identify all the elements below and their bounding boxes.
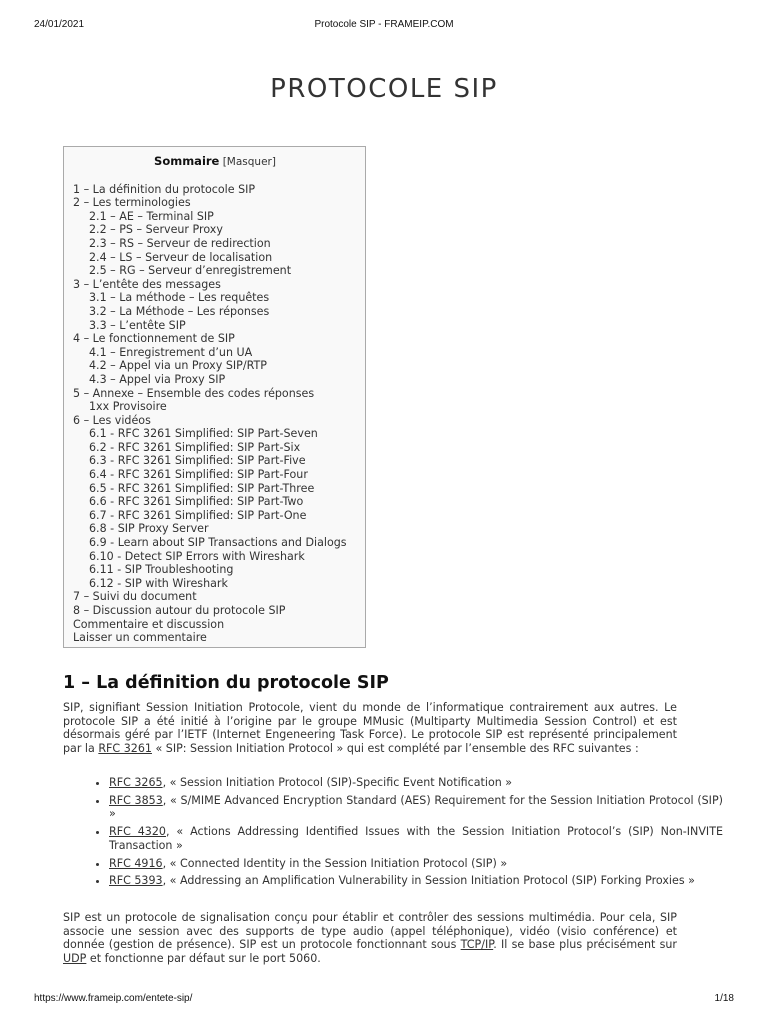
toc-link[interactable]: 3.2 – La Méthode – Les réponses: [89, 304, 270, 318]
toc-item: [73, 482, 357, 496]
toc-item: [73, 387, 357, 401]
print-url: https://www.frameip.com/entete-sip/: [34, 993, 193, 1004]
rfc-link[interactable]: RFC 4916: [109, 856, 163, 870]
toc-item: [73, 441, 357, 455]
page-title: PROTOCOLE SIP: [270, 74, 498, 104]
toc-link[interactable]: 2.3 – RS – Serveur de redirection: [89, 236, 271, 250]
toc-link[interactable]: 7 – Suivi du document: [73, 590, 197, 604]
toc-link[interactable]: 2.1 – AE – Terminal SIP: [89, 209, 214, 223]
print-page-number: 1/18: [714, 993, 734, 1004]
toc-item: [73, 223, 357, 237]
toc-list: [73, 183, 357, 645]
print-footer: [34, 993, 734, 1007]
toc-header: [73, 155, 357, 170]
toc-link[interactable]: 4.2 – Appel via un Proxy SIP/RTP: [89, 359, 267, 373]
toc-item: [73, 210, 357, 224]
toc-link[interactable]: 2.4 – LS – Serveur de localisation: [89, 250, 273, 264]
rfc-list-item: [109, 825, 723, 852]
toc-link[interactable]: 6.1 - RFC 3261 Simplified: SIP Part-Seven: [89, 427, 318, 441]
print-header: [34, 19, 734, 33]
toc-item: [73, 522, 357, 536]
toc-link[interactable]: 1 – La définition du protocole SIP: [73, 182, 256, 196]
signaling-text-c: et fonctionne par défaut sur le port 5060.: [86, 952, 321, 966]
rfc-description: , « Addressing an Amplification Vulnerability in Session Initiation Protocol (SIP) Forking Proxies »: [162, 874, 695, 888]
rfc-list-item: [109, 874, 723, 888]
toc-link[interactable]: 6.7 - RFC 3261 Simplified: SIP Part-One: [89, 508, 307, 522]
toc-link[interactable]: 5 – Annexe – Ensemble des codes réponses: [73, 386, 315, 400]
toc-bracket-open: [: [219, 156, 227, 168]
rfc-link[interactable]: RFC 3265: [109, 776, 163, 789]
toc-link[interactable]: 2.5 – RG – Serveur d’enregistrement: [89, 264, 292, 278]
toc-link[interactable]: 4 – Le fonctionnement de SIP: [73, 332, 235, 346]
rfc-description: , « Connected Identity in the Session Initiation Protocol (SIP) »: [162, 856, 508, 870]
toc-item: [73, 196, 357, 210]
rfc-list-item: [109, 776, 723, 790]
signaling-paragraph: [63, 911, 677, 966]
toc-item: [73, 468, 357, 482]
toc-item: [73, 618, 357, 632]
toc-item: [73, 400, 357, 414]
toc-item: [73, 550, 357, 564]
section-heading: 1 – La définition du protocole SIP: [63, 673, 389, 693]
toc-link[interactable]: 6.5 - RFC 3261 Simplified: SIP Part-Three: [89, 481, 315, 495]
rfc-description: , « Actions Addressing Identified Issues with the Session Initiation Protocol’s (SIP) Non-INVITE Transaction »: [109, 825, 723, 852]
toc-item: [73, 454, 357, 468]
print-doc-title: Protocole SIP - FRAMEIP.COM: [314, 19, 454, 30]
signaling-text-a: SIP est un protocole de signalisation conçu pour établir et contrôler des sessions multimédia. Pour cela, SIP associe une session avec des supports de type audio (appel téléphonique), vidéo (visio conférence) et donnée (gestion de présence). SIP est un protocole fonctionnant sous: [63, 911, 677, 952]
rfc-3261-link[interactable]: RFC 3261: [98, 742, 152, 756]
toc-link[interactable]: 3.1 – La méthode – Les requêtes: [89, 291, 270, 305]
rfc-description: , « S/MIME Advanced Encryption Standard (AES) Requirement for the Session Initiation Protocol (SIP) »: [109, 793, 723, 821]
toc-link[interactable]: 1xx Provisoire: [89, 400, 167, 414]
toc-item: [73, 604, 357, 618]
toc-item: [73, 563, 357, 577]
intro-text-start: SIP, signifiant Session Initiation Protocole, vient du monde de l’informatique contrairement aux autres. Le protocole SIP a été initié à l’origine par le groupe MMusic (Multiparty Multimedia Session Control) et est désormais géré par l’IETF (Internet Engeneering Task Force). Le protocole SIP est représenté principalement par la: [63, 701, 677, 756]
toc-link[interactable]: 3 – L’entête des messages: [73, 277, 221, 291]
toc-item: [73, 264, 357, 278]
toc-title: Sommaire: [154, 154, 220, 168]
toc-item: [73, 237, 357, 251]
toc-item: [73, 631, 357, 645]
toc-link[interactable]: 6.10 - Detect SIP Errors with Wireshark: [89, 549, 305, 563]
toc-link[interactable]: 6.4 - RFC 3261 Simplified: SIP Part-Four: [89, 468, 308, 482]
rfc-list-item: [109, 857, 723, 871]
toc-item: [73, 495, 357, 509]
toc-item: [73, 319, 357, 333]
toc-link[interactable]: 6.12 - SIP with Wireshark: [89, 576, 228, 590]
toc-toggle-wrap: [219, 156, 276, 168]
toc-link[interactable]: 4.1 – Enregistrement d’un UA: [89, 345, 253, 359]
toc-item: [73, 577, 357, 591]
toc-item: [73, 251, 357, 265]
toc-item: [73, 183, 357, 197]
rfc-description: , « Session Initiation Protocol (SIP)-Specific Event Notification »: [162, 776, 513, 789]
toc-bracket-close: ]: [271, 156, 276, 168]
toc-item: [73, 291, 357, 305]
toc-item: [73, 346, 357, 360]
toc-item: [73, 305, 357, 319]
toc-item: [73, 278, 357, 292]
print-date: 24/01/2021: [34, 19, 85, 30]
signaling-text-b: . Il se base plus précisément sur: [493, 938, 677, 952]
toc-item: [73, 332, 357, 346]
toc-link[interactable]: 3.3 – L’entête SIP: [89, 318, 186, 332]
rfc-link[interactable]: RFC 3853: [109, 793, 163, 807]
toc-link[interactable]: Laisser un commentaire: [73, 631, 207, 645]
tcp-ip-link[interactable]: TCP/IP: [460, 938, 494, 952]
toc-hide-toggle[interactable]: Masquer: [226, 156, 272, 168]
rfc-link[interactable]: RFC 5393: [109, 874, 163, 888]
toc-link[interactable]: 6.3 - RFC 3261 Simplified: SIP Part-Five: [89, 454, 306, 468]
rfc-list: [63, 776, 723, 892]
table-of-contents: [63, 146, 366, 648]
toc-link[interactable]: 4.3 – Appel via Proxy SIP: [89, 372, 226, 386]
toc-item: [73, 590, 357, 604]
toc-link[interactable]: Commentaire et discussion: [73, 617, 225, 631]
toc-link[interactable]: 8 – Discussion autour du protocole SIP: [73, 604, 286, 617]
toc-link[interactable]: 6.11 - SIP Troubleshooting: [89, 563, 234, 577]
toc-link[interactable]: 2 – Les terminologies: [73, 196, 191, 210]
toc-link[interactable]: 6.6 - RFC 3261 Simplified: SIP Part-Two: [89, 495, 304, 509]
udp-link[interactable]: UDP: [63, 952, 87, 966]
toc-link[interactable]: 6.9 - Learn about SIP Transactions and Dialogs: [89, 536, 347, 550]
toc-item: [73, 373, 357, 387]
toc-link[interactable]: 2.2 – PS – Serveur Proxy: [89, 223, 223, 237]
rfc-link[interactable]: RFC 4320: [109, 825, 166, 839]
toc-item: [73, 509, 357, 523]
toc-link[interactable]: 6.8 - SIP Proxy Server: [89, 522, 209, 536]
toc-link[interactable]: 6.2 - RFC 3261 Simplified: SIP Part-Six: [89, 440, 301, 454]
toc-item: [73, 359, 357, 373]
toc-item: [73, 536, 357, 550]
intro-text-end: « SIP: Session Initiation Protocol » qui est complété par l’ensemble des RFC suivantes :: [151, 742, 639, 756]
toc-item: [73, 427, 357, 441]
toc-item: [73, 414, 357, 428]
toc-link[interactable]: 6 – Les vidéos: [73, 413, 151, 427]
rfc-list-item: [109, 794, 723, 821]
intro-paragraph: [63, 701, 677, 756]
